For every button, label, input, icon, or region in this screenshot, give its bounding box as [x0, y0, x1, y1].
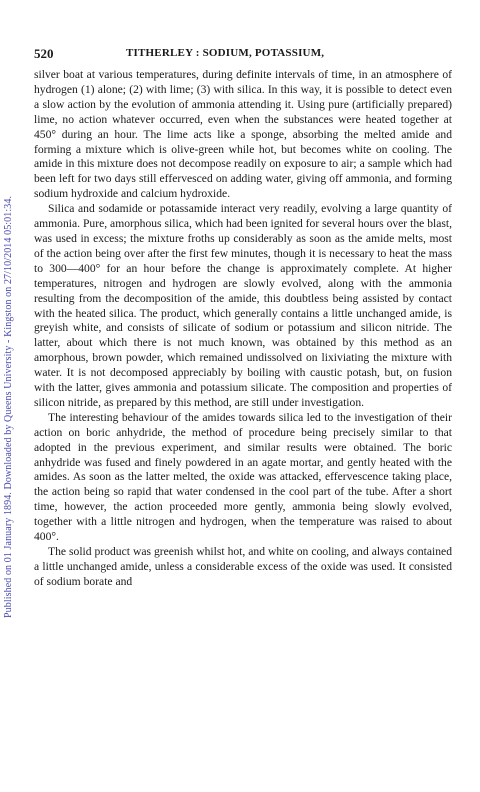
running-head: TITHERLEY : SODIUM, POTASSIUM, — [126, 47, 325, 59]
page-header — [34, 46, 454, 62]
page-number: 520 — [34, 46, 54, 61]
article-body — [34, 68, 452, 590]
paragraph-continued: silver boat at various temperatures, during definite intervals of time, in an atmosphere of hydrogen (1) alone; (2) with lime; (3) with silica. In this way, it is possible to detect even a slow action by the evolution of ammonia attending it. Using pure (artificially prepared) lime, no action whatever occurred, even when the substances were heated together at 450° during an hour. The lime acts like a sponge, absorbing the melted amide and forming a mixture which is olive-green while hot, but becomes white on cooling. The amide in this mixture does not decompose readily on exposure to air; a sample which had been left for two days still effervesced on adding water, giving off ammonia, and forming sodium hydroxide and calcium hydroxide. — [34, 68, 452, 201]
paragraph-silica: Silica and sodamide or potassamide interact very readily, evolving a large quantity of ammonia. Pure, amorphous silica, which had been ignited for several hours over the blast, was used in excess; the mixture froths up considerably as soon as the amide melts, most of the action being over after the first few minutes, though it is necessary to heat the mass to 300—400° for an hour before the change is approximately complete. At higher temperatures, nitrogen and hydrogen are slowly evolved, along with the ammonia resulting from the decomposition of the amide, this doubtless being assisted by contact with the heated silica. The product, which generally contains a little unchanged amide, is greyish white, and consists of silicate of sodium or potassium and silicon nitride. The latter, about which there is not much known, was obtained by this method as an amorphous, brown powder, which remained undissolved on lixiviating the mixture with water. It is not decomposed appreciably by boiling with caustic potash, but, on fusion with the latter, gives ammonia and potassium silicate. The composition and properties of silicon nitride, as prepared by this method, are still under investigation. — [34, 202, 452, 409]
download-watermark-text: Published on 01 January 1894. Downloaded by Queens University - Kingston on 27/10/2014 05:01:34. — [3, 195, 14, 618]
paragraph-boric-anhydride: The interesting behaviour of the amides towards silica led to the investigation of their action on boric anhydride, the method of procedure being precisely similar to that adopted in the previous experiment, and similar results were obtained. The boric anhydride was fused and finely powdered in an agate mortar, and gently heated with the amides. As soon as the latter melted, the oxide was attacked, effervescence taking place, the action being so rapid that water condensed in the cool part of the tube. After a short time, however, the action proceeded more gently, ammonia being slowly evolved, together with a little nitrogen and hydrogen, when the temperature was raised to about 400°. — [34, 410, 452, 544]
download-watermark — [2, 52, 16, 652]
paragraph-solid-product: The solid product was greenish whilst hot, and white on cooling, and always contained a little unchanged amide, unless a considerable excess of the oxide was used. It consisted of sodium borate and — [34, 545, 452, 588]
